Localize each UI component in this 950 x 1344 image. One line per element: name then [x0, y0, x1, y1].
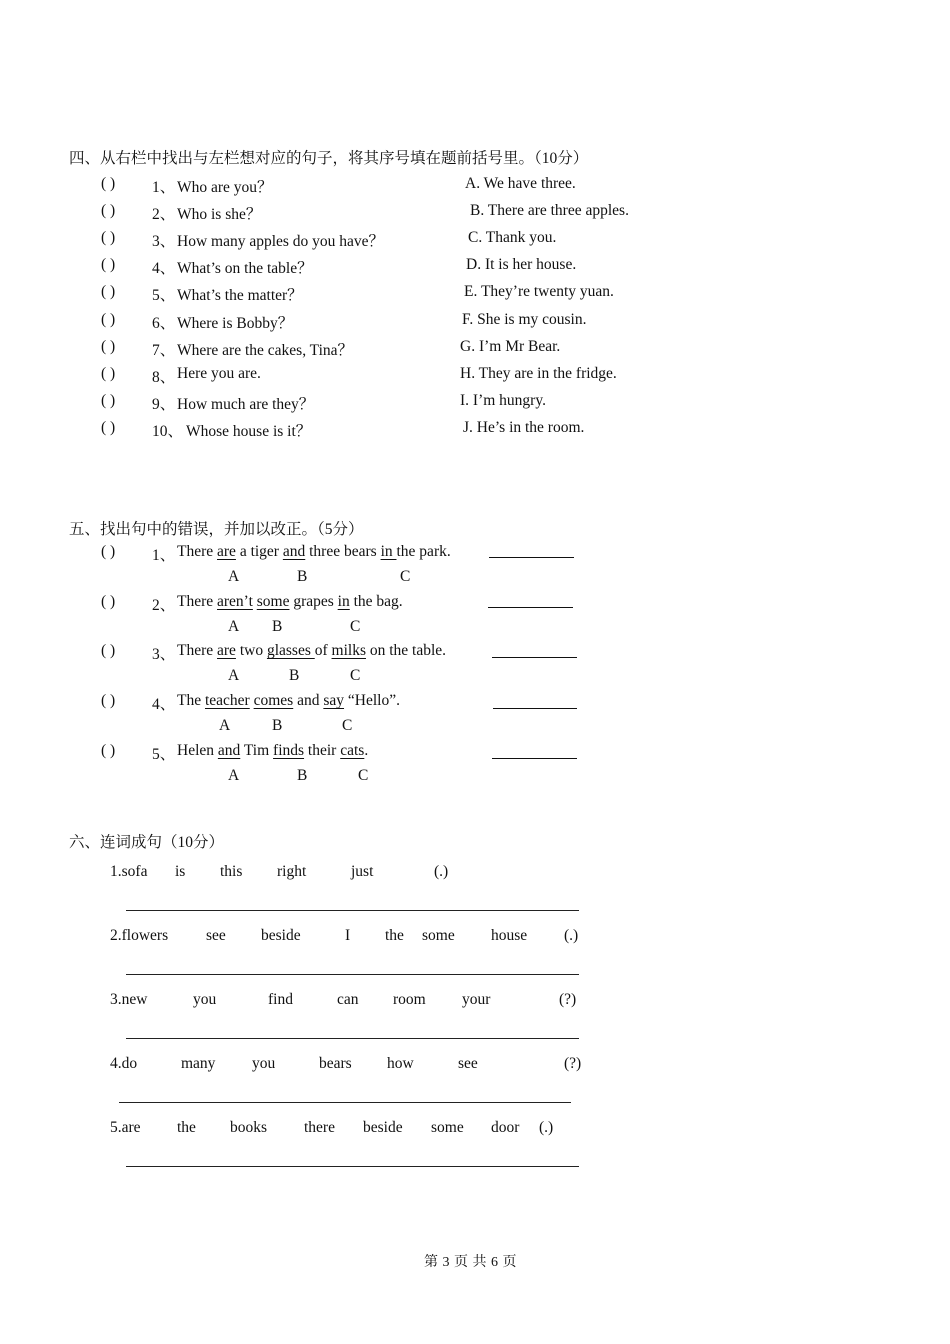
word: your	[462, 991, 491, 1008]
option-letter: A	[228, 767, 240, 784]
question-number: 1、	[152, 179, 176, 196]
punctuation: (.)	[434, 863, 449, 880]
word: 3.new	[110, 991, 148, 1008]
question-number: 2、	[152, 597, 176, 614]
error-option-c: cats	[340, 742, 365, 759]
word: right	[277, 863, 307, 880]
option-letter: C	[358, 767, 369, 784]
option-letter: B	[289, 667, 300, 684]
answer-option: C. Thank you.	[468, 229, 557, 246]
word: some	[422, 927, 455, 944]
error-sentence: Helen and Tim finds their cats.	[177, 742, 369, 759]
option-letter: A	[228, 667, 240, 684]
error-sentence: The teacher comes and say “Hello”.	[177, 692, 400, 709]
option-letter: A	[219, 717, 231, 734]
error-option-b: some	[256, 593, 290, 610]
correction-blank[interactable]	[488, 607, 573, 608]
question-text: What’s on the table？	[177, 260, 313, 277]
word: 1.sofa	[110, 863, 148, 880]
error-option-b: and	[282, 543, 306, 560]
word: many	[181, 1055, 216, 1072]
answer-option: I. I’m hungry.	[460, 392, 546, 409]
answer-option: A. We have three.	[465, 175, 576, 192]
question-number: 3、	[152, 646, 176, 663]
answer-bracket[interactable]: ( )	[101, 365, 116, 382]
question-number: 5、	[152, 746, 176, 763]
option-letter: C	[350, 618, 361, 635]
option-letter: B	[272, 717, 283, 734]
answer-option: G. I’m Mr Bear.	[460, 338, 561, 355]
option-letter: C	[400, 568, 411, 585]
error-option-a: are	[217, 642, 236, 659]
error-option-a: and	[217, 742, 241, 759]
word: house	[491, 927, 528, 944]
word: find	[268, 991, 293, 1008]
word: can	[337, 991, 359, 1008]
word: see	[458, 1055, 478, 1072]
answer-bracket[interactable]: ( )	[101, 256, 116, 273]
word: some	[431, 1119, 464, 1136]
correction-blank[interactable]	[493, 708, 577, 709]
answer-bracket[interactable]: ( )	[101, 593, 116, 610]
word: how	[387, 1055, 414, 1072]
option-letter: C	[342, 717, 353, 734]
question-text: Who are you？	[177, 179, 273, 196]
answer-bracket[interactable]: ( )	[101, 692, 116, 709]
error-sentence: There are a tiger and three bears in the park.	[177, 543, 451, 560]
word: bears	[319, 1055, 352, 1072]
word: 5.are	[110, 1119, 141, 1136]
answer-option: E. They’re twenty yuan.	[464, 283, 614, 300]
question-text: Whose house is it？	[186, 423, 312, 440]
question-number: 7、	[152, 342, 176, 359]
answer-line[interactable]	[126, 1038, 579, 1039]
section6-heading: 六、连词成句（10分）	[69, 834, 225, 851]
answer-bracket[interactable]: ( )	[101, 283, 116, 300]
question-text: How much are they？	[177, 396, 315, 413]
answer-bracket[interactable]: ( )	[101, 419, 116, 436]
word: is	[175, 863, 186, 880]
word: 2.flowers	[110, 927, 169, 944]
word: room	[393, 991, 426, 1008]
answer-bracket[interactable]: ( )	[101, 642, 116, 659]
word: I	[345, 927, 351, 944]
correction-blank[interactable]	[489, 557, 574, 558]
question-number: 3、	[152, 233, 176, 250]
question-number: 4、	[152, 260, 176, 277]
section4-heading: 四、从右栏中找出与左栏想对应的句子，将其序号填在题前括号里。（10分）	[69, 150, 589, 167]
error-option-c: milks	[331, 642, 366, 659]
answer-line[interactable]	[126, 910, 579, 911]
question-number: 6、	[152, 315, 176, 332]
question-number: 1、	[152, 547, 176, 564]
answer-bracket[interactable]: ( )	[101, 392, 116, 409]
error-option-a: teacher	[204, 692, 250, 709]
word: just	[351, 863, 374, 880]
answer-option: B. There are three apples.	[470, 202, 629, 219]
question-text: Where is Bobby？	[177, 315, 294, 332]
question-number: 9、	[152, 396, 176, 413]
word: the	[385, 927, 404, 944]
answer-bracket[interactable]: ( )	[101, 202, 116, 219]
punctuation: (.)	[539, 1119, 554, 1136]
correction-blank[interactable]	[492, 657, 577, 658]
word: beside	[261, 927, 301, 944]
question-number: 4、	[152, 696, 176, 713]
answer-bracket[interactable]: ( )	[101, 229, 116, 246]
error-option-c: in	[380, 543, 397, 560]
option-letter: B	[272, 618, 283, 635]
word: there	[304, 1119, 335, 1136]
answer-bracket[interactable]: ( )	[101, 543, 116, 560]
question-text: Here you are.	[177, 365, 261, 382]
section5-heading: 五、找出句中的错误，并加以改正。（5分）	[69, 521, 364, 538]
word: the	[177, 1119, 196, 1136]
error-sentence: There are two glasses of milks on the table.	[177, 642, 447, 659]
option-letter: A	[228, 568, 240, 585]
answer-option: F. She is my cousin.	[462, 311, 587, 328]
word: see	[206, 927, 226, 944]
answer-line[interactable]	[126, 974, 579, 975]
word: 4.do	[110, 1055, 138, 1072]
option-letter: C	[350, 667, 361, 684]
question-number: 8、	[152, 369, 176, 386]
question-number: 2、	[152, 206, 176, 223]
error-option-c: say	[323, 692, 345, 709]
error-option-b: finds	[273, 742, 305, 759]
punctuation: (?)	[559, 991, 577, 1008]
question-text: Where are the cakes, Tina？	[177, 342, 354, 359]
answer-bracket[interactable]: ( )	[101, 311, 116, 328]
option-letter: B	[297, 767, 308, 784]
error-sentence: There aren’t some grapes in the bag.	[177, 593, 403, 610]
word: you	[193, 991, 217, 1008]
page-number: 第 3 页 共 6 页	[424, 1255, 517, 1270]
question-number: 10、	[152, 423, 184, 440]
option-letter: A	[228, 618, 240, 635]
question-text: How many apples do you have？	[177, 233, 385, 250]
error-option-a: are	[217, 543, 236, 560]
answer-option: J. He’s in the room.	[463, 419, 585, 436]
question-number: 5、	[152, 287, 176, 304]
error-option-b: comes	[253, 692, 294, 709]
answer-option: D. It is her house.	[466, 256, 577, 273]
punctuation: (?)	[564, 1055, 582, 1072]
question-text: Who is she？	[177, 206, 262, 223]
answer-line[interactable]	[126, 1166, 579, 1167]
option-letter: B	[297, 568, 308, 585]
answer-bracket[interactable]: ( )	[101, 338, 116, 355]
error-option-a: aren’t	[217, 593, 253, 610]
correction-blank[interactable]	[492, 758, 577, 759]
word: books	[230, 1119, 268, 1136]
question-text: What’s the matter？	[177, 287, 303, 304]
word: you	[252, 1055, 276, 1072]
answer-option: H. They are in the fridge.	[460, 365, 617, 382]
word: beside	[363, 1119, 403, 1136]
error-option-c: in	[337, 593, 350, 610]
answer-line[interactable]	[119, 1102, 571, 1103]
word: door	[491, 1119, 520, 1136]
word: this	[220, 863, 243, 880]
answer-bracket[interactable]: ( )	[101, 175, 116, 192]
punctuation: (.)	[564, 927, 579, 944]
error-option-b: glasses	[266, 642, 315, 659]
answer-bracket[interactable]: ( )	[101, 742, 116, 759]
